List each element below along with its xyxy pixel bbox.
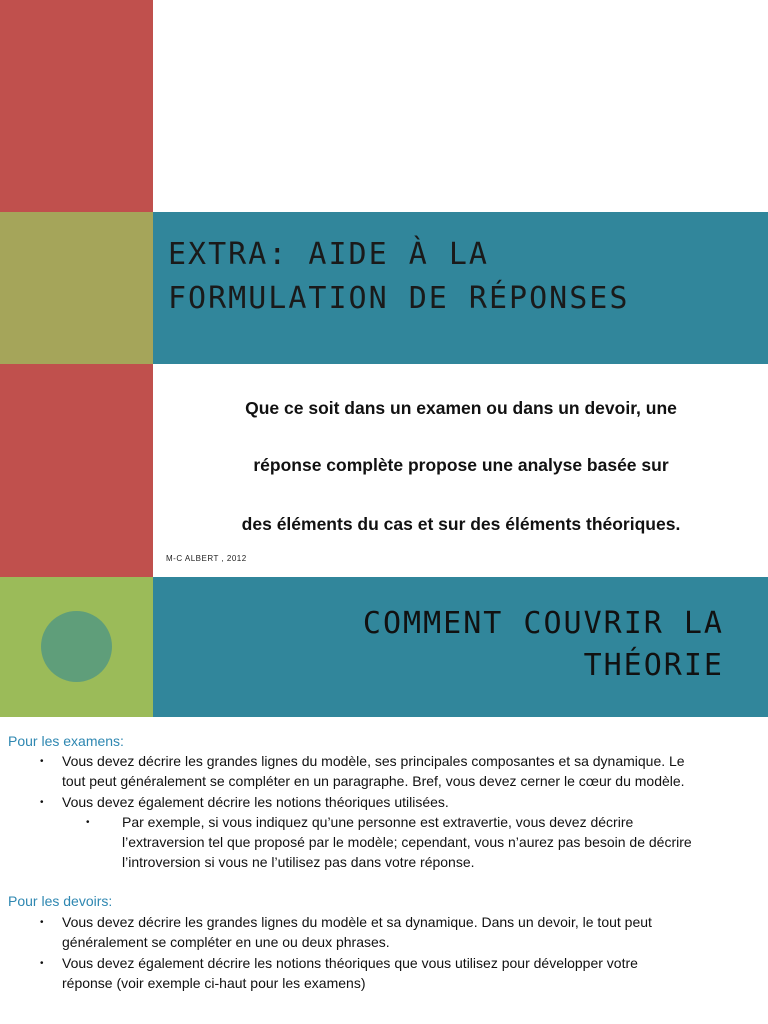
- slide-1-body-line-3: des éléments du cas et sur des éléments théoriques.: [241, 514, 681, 534]
- red-block-bottom: [0, 364, 153, 577]
- olive-block: [0, 212, 153, 364]
- slide-2-title-line-2: THÉORIE: [583, 648, 724, 683]
- slide-1-title-line-1: EXTRA: AIDE À LA: [168, 237, 489, 272]
- exams-heading: Pour les examens:: [8, 733, 124, 749]
- slide-1-title: [168, 233, 758, 321]
- exams-bullet-2-line-1: Vous devez également décrire les notions théoriques utilisées.: [62, 794, 449, 810]
- author-credit: M-C ALBERT , 2012: [166, 554, 247, 563]
- homework-bullet-1-line-2: généralement se compléter en une ou deux phrases.: [62, 934, 390, 950]
- homework-heading: Pour les devoirs:: [8, 893, 113, 909]
- slide-1-title-line-2: FORMULATION DE RÉPONSES: [168, 281, 630, 316]
- slide-2-title-line-1: COMMENT COUVRIR LA: [362, 606, 724, 641]
- homework-bullet-1-line-1: Vous devez décrire les grandes lignes du modèle et sa dynamique. Dans un devoir, le tout peut: [62, 914, 652, 930]
- exams-sub-bullet-line-1: Par exemple, si vous indiquez qu’une personne est extravertie, vous devez décrire: [122, 814, 634, 830]
- bullet-icon: •: [40, 917, 44, 928]
- bullet-icon: •: [40, 958, 44, 969]
- slide-1-body-line-1: Que ce soit dans un examen ou dans un devoir, une: [245, 398, 677, 418]
- bullet-icon: •: [40, 797, 44, 808]
- homework-bullet-2-line-1: Vous devez également décrire les notions théoriques que vous utilisez pour développer votre: [62, 955, 638, 971]
- slide-1-body-line-2: réponse complète propose une analyse basée sur: [253, 455, 669, 475]
- red-block-top: [0, 0, 153, 212]
- homework-bullet-2-line-2: réponse (voir exemple ci-haut pour les examens): [62, 975, 366, 991]
- circle-decoration: [41, 611, 112, 682]
- exams-sub-bullet-line-2: l’extraversion tel que proposé par le modèle; cependant, vous n’aurez pas besoin de décrire: [122, 834, 692, 850]
- slide-2-title: [160, 603, 724, 687]
- bullet-icon: •: [40, 756, 44, 767]
- exams-sub-bullet-line-3: l’introversion si vous ne l’utilisez pas dans votre réponse.: [122, 854, 475, 870]
- exams-bullet-1-line-2: tout peut généralement se compléter en un paragraphe. Bref, vous devez cerner le cœur du modèle.: [62, 773, 685, 789]
- sub-bullet-icon: •: [86, 817, 90, 828]
- exams-bullet-1-line-1: Vous devez décrire les grandes lignes du modèle, ses principales composantes et sa dynamique. Le: [62, 753, 685, 769]
